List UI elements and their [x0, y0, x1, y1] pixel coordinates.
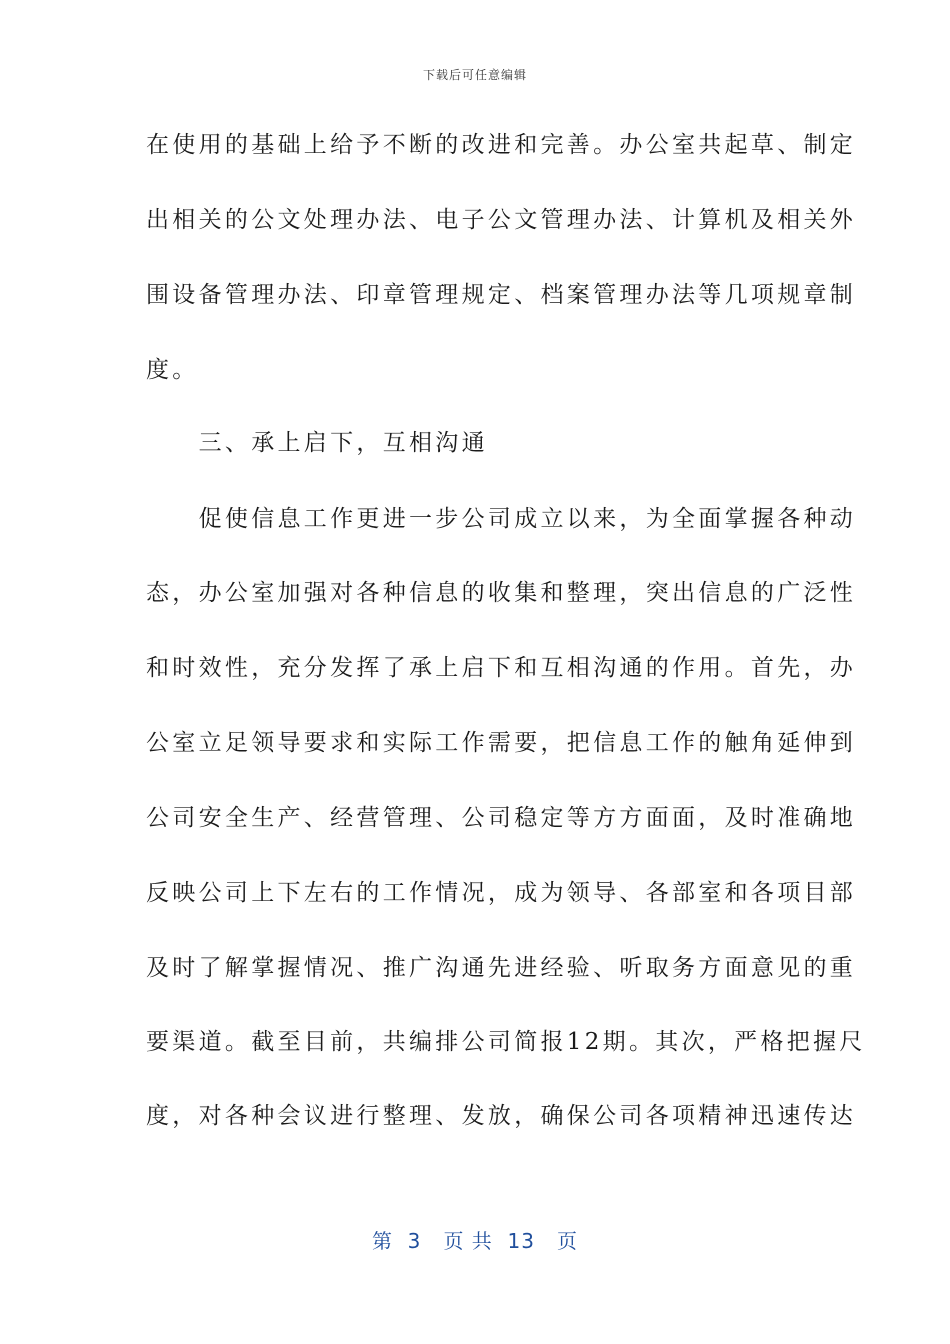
body-text-line: 公司安全生产、经营管理、公司稳定等方方面面，及时准确地: [146, 805, 857, 831]
body-text-line: 度。: [146, 357, 199, 383]
body-text-line: 促使信息工作更进一步公司成立以来，为全面掌握各种动: [146, 506, 857, 532]
body-text-line: 要渠道。截至目前，共编排公司简报12期。其次，严格把握尺: [146, 1029, 866, 1055]
page-header-note: 下载后可任意编辑: [422, 68, 527, 82]
body-text-line: 出相关的公文处理办法、电子公文管理办法、计算机及相关外: [146, 207, 857, 233]
body-text-line: 反映公司上下左右的工作情况，成为领导、各部室和各项目部: [146, 880, 857, 906]
body-text-line: 态，办公室加强对各种信息的收集和整理，突出信息的广泛性: [146, 580, 857, 606]
body-text-line: 在使用的基础上给予不断的改进和完善。办公室共起草、制定: [146, 132, 857, 158]
body-text-line: 及时了解掌握情况、推广沟通先进经验、听取务方面意见的重: [146, 955, 857, 981]
body-text-line: 和时效性，充分发挥了承上启下和互相沟通的作用。首先，办: [146, 655, 857, 681]
section-heading: 三、承上启下，互相沟通: [146, 430, 488, 456]
body-text-line: 围设备管理办法、印章管理规定、档案管理办法等几项规章制: [146, 282, 857, 308]
body-text-line: 公室立足领导要求和实际工作需要，把信息工作的触角延伸到: [146, 730, 857, 756]
body-text-line: 度，对各种会议进行整理、发放，确保公司各项精神迅速传达: [146, 1103, 857, 1129]
page-number-footer: 第 3 页 共 13 页: [371, 1229, 579, 1253]
